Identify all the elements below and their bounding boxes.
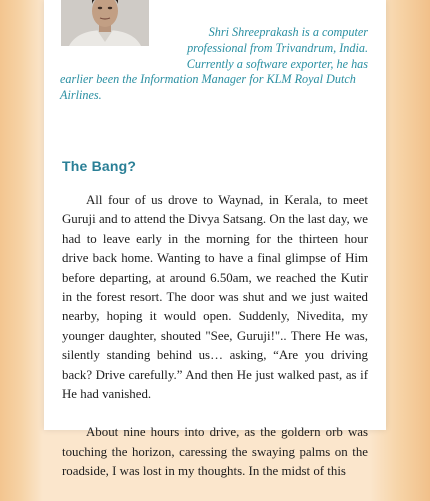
bio-line-4: earlier been the Information Manager for KLM Royal Dutch Airlines.	[60, 72, 356, 103]
article-body	[62, 191, 368, 501]
bio-line-1: Shri Shreeprakash is a computer	[208, 25, 368, 39]
article-title: The Bang?	[62, 158, 137, 174]
bio-line-3: Currently a software exporter, he has	[186, 56, 368, 71]
photo-spacer	[60, 25, 168, 47]
bio-line-2: professional from Trivandrum, India.	[187, 40, 368, 55]
article-paragraph: All four of us drove to Waynad, in Kerala, to meet Guruji and to attend the Divya Satsang. On the last day, we had to leave early in the morning for the thirteen hour drive back home. Wanting to have a final glimpse of Him before departing, at around 6.50am, we reached the Kutir in the forest resort. The door was shut and we just waited nearby, hoping it would open. Suddenly, Nivedita, my younger daughter, shouted "See, Guruji!".. There He was, silently standing behind us… asking, “Are you driving back? Drive carefully.” And then He just walked past, as if He had vanished.	[62, 193, 368, 402]
book-page	[44, 0, 386, 479]
article-paragraph: About nine hours into drive, as the goldern orb was touching the horizon, caressing the swaying palms on the roadside, I was lost in my thoughts. In the midst of this	[62, 425, 368, 479]
author-bio	[60, 25, 368, 104]
